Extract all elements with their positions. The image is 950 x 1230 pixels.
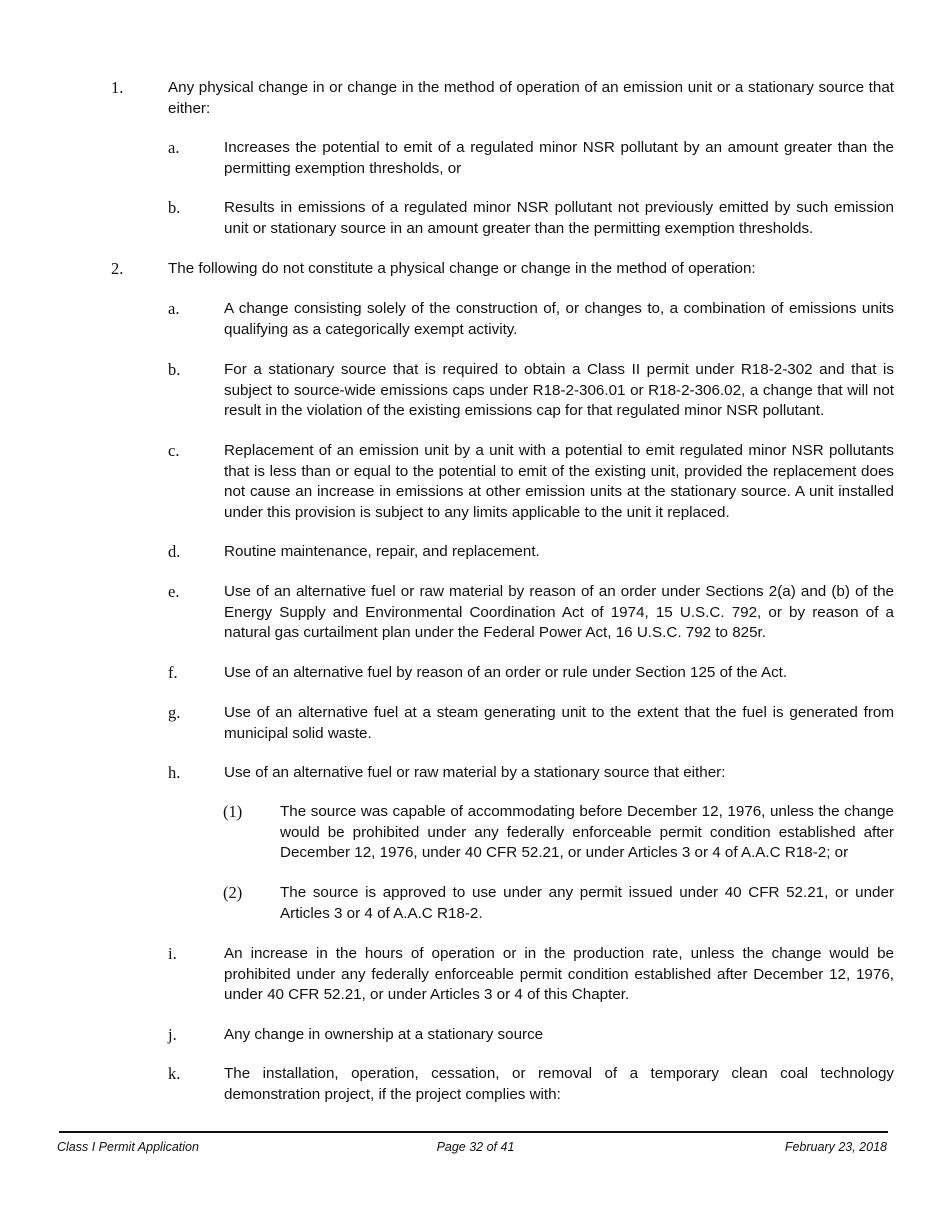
item-letter: a. bbox=[168, 138, 180, 157]
item-subnumber: (2) bbox=[223, 883, 243, 902]
list-item-text: Any change in ownership at a stationary source bbox=[224, 1026, 544, 1043]
item-letter: b. bbox=[168, 198, 181, 217]
list-item-text: Use of an alternative fuel by reason of an order or rule under Section 125 of the Act. bbox=[224, 664, 788, 681]
list-item-text: Any physical change in or change in the method of operation of an emission unit or a stationary source that either: bbox=[168, 79, 894, 117]
item-number: 2. bbox=[111, 259, 124, 278]
item-letter: a. bbox=[168, 299, 180, 318]
list-item-text: Results in emissions of a regulated minor NSR pollutant not previously emitted by such emission unit or stationary source in an amount greater than the permitting exemption thresholds. bbox=[224, 199, 894, 237]
footer-document-title: Class I Permit Application bbox=[57, 1140, 199, 1154]
item-letter: b. bbox=[168, 360, 181, 379]
list-item-text: Use of an alternative fuel or raw material by reason of an order under Sections 2(a) and (b) of the Energy Supply and Environmental Coordination Act of 1974, 15 U.S.C. 792, or by reason of a natural gas curtailment plan under the Federal Power Act, 16 U.S.C. 792 to 825r. bbox=[224, 583, 894, 642]
list-item-text: Use of an alternative fuel or raw material by a stationary source that either: bbox=[224, 764, 726, 781]
item-letter: k. bbox=[168, 1064, 181, 1083]
list-item-text: Use of an alternative fuel at a steam generating unit to the extent that the fuel is generated from municipal solid waste. bbox=[224, 704, 894, 742]
item-subnumber: (1) bbox=[223, 802, 243, 821]
list-item-text: The following do not constitute a physical change or change in the method of operation: bbox=[168, 260, 756, 277]
list-item-text: An increase in the hours of operation or in the production rate, unless the change would be prohibited under any federally enforceable permit condition established after December 12, 1976, under 40 CFR 52.21, or under Articles 3 or 4 of this Chapter. bbox=[224, 945, 894, 1004]
list-item-text: A change consisting solely of the construction of, or changes to, a combination of emissions units qualifying as a categorically exempt activity. bbox=[224, 300, 894, 338]
item-letter: d. bbox=[168, 542, 181, 561]
list-item-text: The source is approved to use under any permit issued under 40 CFR 52.21, or under Articles 3 or 4 of A.A.C R18-2. bbox=[280, 884, 894, 922]
item-letter: f. bbox=[168, 663, 178, 682]
list-item-text: The installation, operation, cessation, or removal of a temporary clean coal technology demonstration project, if the project complies with: bbox=[224, 1065, 894, 1103]
list-item-text: The source was capable of accommodating before December 12, 1976, unless the change would be prohibited under any federally enforceable permit condition established after December 12, 1976, under 40 CFR 52.21, or under Articles 3 or 4 of A.A.C R18-2; or bbox=[280, 803, 894, 862]
item-letter: i. bbox=[168, 944, 177, 963]
item-letter: e. bbox=[168, 582, 180, 601]
footer-date: February 23, 2018 bbox=[784, 1140, 887, 1154]
item-letter: j. bbox=[168, 1025, 177, 1044]
list-item-text: Increases the potential to emit of a regulated minor NSR pollutant by an amount greater than the permitting exemption thresholds, or bbox=[224, 139, 894, 177]
footer-divider bbox=[59, 1131, 888, 1133]
item-letter: c. bbox=[168, 441, 180, 460]
footer-page-number: Page 32 of 41 bbox=[436, 1140, 515, 1154]
item-letter: h. bbox=[168, 763, 181, 782]
item-number: 1. bbox=[111, 78, 124, 97]
list-item-text: Routine maintenance, repair, and replacement. bbox=[224, 543, 540, 560]
list-item-text: For a stationary source that is required to obtain a Class II permit under R18-2-302 and that is subject to source-wide emissions caps under R18-2-306.01 or R18-2-306.02, a change that will not result in the violation of the existing emissions cap for that regulated minor NSR pollutant. bbox=[224, 361, 894, 420]
list-item-text: Replacement of an emission unit by a unit with a potential to emit regulated minor NSR pollutants that is less than or equal to the potential to emit of the existing unit, provided the replacement does not cause an increase in emissions at other emission units at the stationary source. A unit installed under this provision is subject to any limits applicable to the unit it replaced. bbox=[224, 442, 894, 521]
item-letter: g. bbox=[168, 703, 181, 722]
